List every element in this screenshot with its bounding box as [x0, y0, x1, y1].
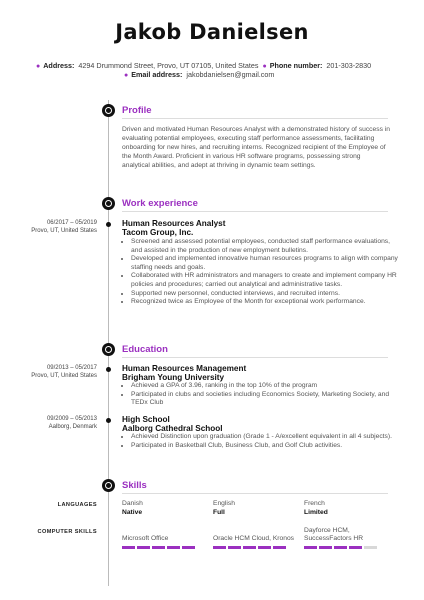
computer-skill-name: Microsoft Office [122, 535, 169, 542]
timeline-dot [106, 222, 111, 227]
education-bullets [122, 433, 401, 450]
skill-level-bar [304, 546, 379, 549]
education-dates: 09/2009 – 05/2013 Aalborg, Denmark [46, 416, 97, 430]
contact-email-line [124, 70, 274, 79]
email-label: Email address: [131, 70, 183, 79]
education-bullets [122, 382, 401, 408]
computer-skills-label: COMPUTER SKILLS [37, 529, 97, 535]
skills-section-icon [102, 479, 115, 492]
contact-address-line [36, 61, 371, 70]
section-divider [122, 211, 388, 212]
education-section-icon [102, 343, 115, 356]
profile-section-icon [102, 104, 115, 117]
skill-level-segment [349, 546, 362, 549]
candidate-name: Jakob Danielsen [115, 20, 309, 44]
education-school: Aalborg Cathedral School [122, 424, 223, 433]
skill-level-segment [137, 546, 150, 549]
list-item: • Recognized twice as Employee of the Month for exceptional work performance. [131, 298, 401, 307]
language-name: French [304, 500, 325, 507]
work-section-icon [102, 197, 115, 210]
phone-value: 201-303-2830 [326, 61, 372, 70]
section-divider [122, 118, 388, 119]
section-divider [122, 357, 388, 358]
list-item: • Participated in Basketball Club, Business Club, and Golf Club activities. [131, 442, 401, 451]
bullet-dot-icon: ● [262, 63, 267, 70]
skill-level-segment [152, 546, 165, 549]
language-name: English [213, 500, 235, 507]
job-dates: 06/2017 – 05/2019 Provo, UT, United States [31, 220, 97, 234]
skill-level-segment [258, 546, 271, 549]
job-title: Human Resources Analyst [122, 219, 226, 228]
education-dates: 09/2013 – 05/2017 Provo, UT, United States [31, 365, 97, 379]
profile-text: Driven and motivated Human Resources Analyst with a demonstrated history of success in evaluating potential employees, executing staff performance assessments, facilitating onboarding for new hires, and recruiting interns. Recognized recipient of the Employee of the Month Award. Proficient in various HR software programs, possessing strong analytical abilities, and adept at thriving in dynamic team settings. [122, 126, 390, 169]
skill-level-segment [334, 546, 347, 549]
address-value: 4294 Drummond Street, Provo, UT 07105, United States [78, 61, 259, 70]
timeline-dot [106, 418, 111, 423]
skill-level-bar [122, 546, 197, 549]
section-divider [122, 493, 388, 494]
skill-level-segment [122, 546, 135, 549]
list-item: • Achieved Distinction upon graduation (Grade 1 - A/excellent equivalent in all 4 subjects). [131, 433, 401, 442]
computer-skill-name: Dayforce HCM, SuccessFactors HR [304, 527, 364, 542]
skill-level-segment [304, 546, 317, 549]
language-level: Limited [304, 509, 328, 516]
list-item: • Supported new personnel, conducted interviews, and recruited interns. [131, 290, 401, 299]
list-item: • Screened and assessed potential employees, conducted staff performance evaluations, and assisted in the production of new employment bulletins. [131, 238, 401, 255]
languages-label: LANGUAGES [57, 502, 97, 508]
job-bullets [122, 238, 401, 307]
skill-level-segment [167, 546, 180, 549]
skill-level-segment [182, 546, 195, 549]
skill-level-segment [228, 546, 241, 549]
skill-level-segment [273, 546, 286, 549]
education-school: Brigham Young University [122, 373, 225, 382]
education-degree: High School [122, 415, 170, 424]
bullet-dot-icon: ● [124, 72, 129, 79]
profile-heading: Profile [122, 105, 152, 116]
list-item: • Collaborated with HR administrators and managers to create and implement company HR policies and procedures; carried out analytical and administrative tasks. [131, 272, 401, 289]
education-heading: Education [122, 344, 168, 355]
skill-level-segment [319, 546, 332, 549]
computer-skill-name: Oracle HCM Cloud, Kronos [213, 535, 295, 542]
language-name: Danish [122, 500, 143, 507]
skill-level-segment [213, 546, 226, 549]
skill-level-bar [213, 546, 288, 549]
bullet-dot-icon: ● [36, 63, 41, 70]
phone-label: Phone number: [269, 61, 323, 70]
list-item: • Achieved a GPA of 3.96, ranking in the top 10% of the program [131, 382, 401, 391]
skill-level-segment [243, 546, 256, 549]
timeline-dot [106, 367, 111, 372]
language-level: Native [122, 509, 143, 516]
address-label: Address: [43, 61, 75, 70]
skills-heading: Skills [122, 480, 147, 491]
skill-level-segment [364, 546, 377, 549]
education-degree: Human Resources Management [122, 364, 247, 373]
list-item: • Participated in clubs and societies including Economics Society, Marketing Society, and TEDx Club [131, 391, 401, 408]
work-heading: Work experience [122, 198, 198, 209]
job-company: Tacom Group, Inc. [122, 228, 194, 237]
email-value: jakobdanielsen@gmail.com [186, 70, 275, 79]
list-item: • Developed and implemented innovative human resources programs to align with company staffing needs and goals. [131, 255, 401, 272]
language-level: Full [213, 509, 225, 516]
